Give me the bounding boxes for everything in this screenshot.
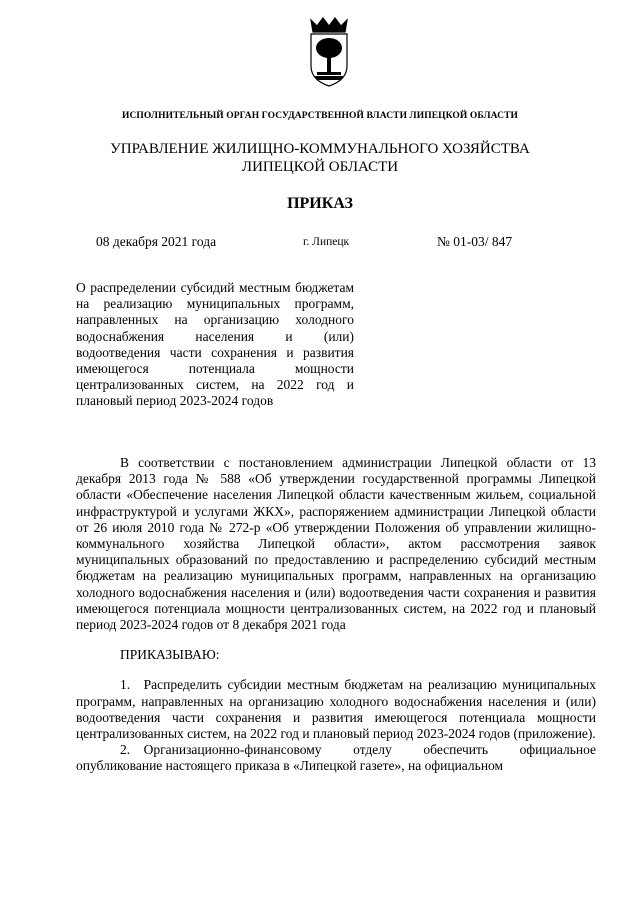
order-date: 08 декабря 2021 года (96, 234, 217, 249)
order-item-1: 1. Распределить субсидии местным бюджетам на реализацию муниципальных программ, направленных на организацию холодного водоснабжения населения и (или) водоотведения части сохранения и развития имеющегося потенциала мощности централизованных систем, на 2022 год и плановый период 2023-2024 годов (приложение). (76, 677, 596, 742)
preamble-paragraph: В соответствии с постановлением администрации Липецкой области от 13 декабря 2013 года № 588 «Об утверждении государственной программы Липецкой области «Обеспечение населения Липецкой области качественным жильем, социальной инфраструктурой и услугами ЖКХ», распоряжением администрации Липецкой области от 26 июля 2010 года № 272-р «Об утверждении Положения об управлении жилищно-коммунального хозяйства Липецкой области», актом рассмотрения заявок муниципальных образований по предоставлению и распределению субсидий местным бюджетам на реализацию муниципальных программ, направленных на организацию холодного водоснабжения населения и (или) водоотведения части сохранения и развития имеющегося потенциала мощности централизованных систем, на 2022 год и плановый период 2023-2024 годов от 8 декабря 2021 года (76, 455, 596, 633)
document-type: ПРИКАЗ (287, 195, 353, 212)
order-city: г. Липецк (303, 236, 350, 248)
order-subject: О распределении субсидий местным бюджетам на реализацию муниципальных программ, направленных на организацию холодного водоснабжения населения и (или) водоотведения части сохранения и развития имеющегося потенциала мощности централизованных систем, на 2022 год и плановый период 2023-2024 годов (76, 280, 354, 409)
order-item-2: 2. Организационно-финансовому отделу обеспечить официальное опубликование настоящего приказа в «Липецкой газете», на официальном (76, 742, 596, 774)
order-body (76, 455, 596, 775)
department-name (0, 140, 640, 176)
department-line-1: УПРАВЛЕНИЕ ЖИЛИЩНО-КОММУНАЛЬНОГО ХОЗЯЙСТВА (110, 141, 530, 157)
issuing-authority: ИСПОЛНИТЕЛЬНЫЙ ОРГАН ГОСУДАРСТВЕННОЙ ВЛАСТИ ЛИПЕЦКОЙ ОБЛАСТИ (121, 111, 519, 121)
department-line-2: ЛИПЕЦКОЙ ОБЛАСТИ (241, 159, 399, 175)
order-number: № 01-03/ 847 (437, 234, 513, 249)
order-command: ПРИКАЗЫВАЮ: (120, 647, 220, 663)
coat-of-arms-icon (303, 14, 355, 88)
